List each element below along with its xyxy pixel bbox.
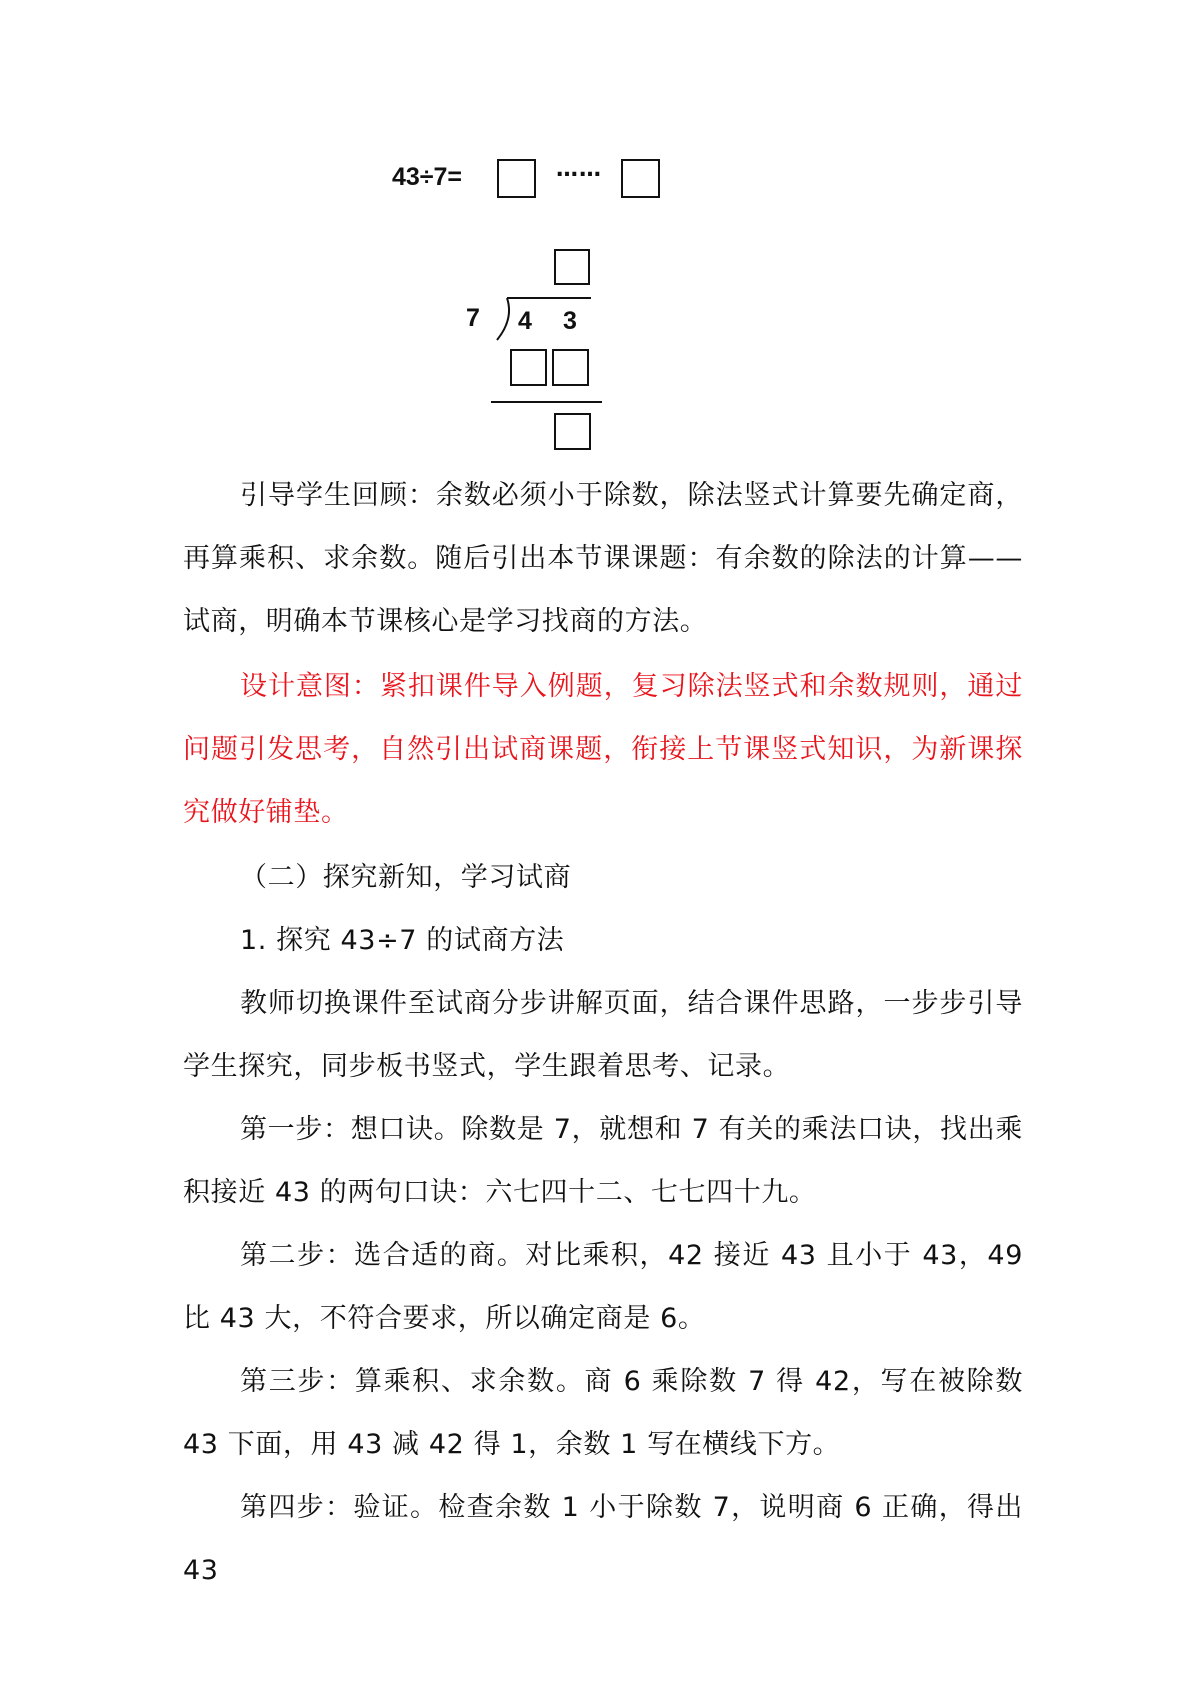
divisor: 7 bbox=[466, 304, 480, 332]
quotient-answer-box bbox=[497, 159, 536, 198]
product-ones-box bbox=[552, 349, 589, 386]
subsection-heading: 1. 探究 43÷7 的试商方法 bbox=[240, 925, 565, 956]
design-intent-paragraph: 设计意图：紧扣课件导入例题，复习除法竖式和余数规则，通过问题引发思考，自然引出试商课题，衔接上节课竖式知识，为新课探究做好铺垫。 bbox=[183, 671, 1023, 828]
division-bracket bbox=[495, 297, 511, 341]
division-bar bbox=[507, 297, 591, 299]
section-heading: （二）探究新知，学习试商 bbox=[240, 862, 572, 893]
ellipsis: …… bbox=[556, 157, 602, 182]
dividend-ones: 3 bbox=[563, 307, 577, 335]
review-paragraph: 引导学生回顾：余数必须小于除数，除法竖式计算要先确定商，再算乘积、求余数。随后引出本节课课题：有余数的除法的计算——试商，明确本节课核心是学习找商的方法。 bbox=[183, 480, 1023, 637]
step-one-paragraph: 第一步：想口诀。除数是 7，就想和 7 有关的乘法口诀，找出乘积接近 43 的两句口诀：六七四十二、七七四十九。 bbox=[183, 1114, 1023, 1208]
step-two-paragraph: 第二步：选合适的商。对比乘积，42 接近 43 且小于 43，49 比 43 大，不符合要求，所以确定商是 6。 bbox=[183, 1240, 1023, 1334]
subtraction-line bbox=[491, 401, 602, 403]
dividend-tens: 4 bbox=[518, 307, 532, 335]
product-tens-box bbox=[510, 349, 547, 386]
teacher-guidance-paragraph: 教师切换课件至试商分步讲解页面，结合课件思路，一步步引导学生探究，同步板书竖式，学生跟着思考、记录。 bbox=[183, 988, 1023, 1082]
remainder-box bbox=[554, 413, 591, 450]
division-equation: 43÷7= bbox=[392, 163, 463, 191]
remainder-answer-box bbox=[621, 159, 660, 198]
step-three-paragraph: 第三步：算乘积、求余数。商 6 乘除数 7 得 42，写在被除数 43 下面，用 43 减 42 得 1，余数 1 写在横线下方。 bbox=[183, 1366, 1023, 1460]
step-four-paragraph: 第四步：验证。检查余数 1 小于除数 7，说明商 6 正确，得出 43 bbox=[183, 1492, 1023, 1586]
quotient-box bbox=[554, 249, 590, 285]
